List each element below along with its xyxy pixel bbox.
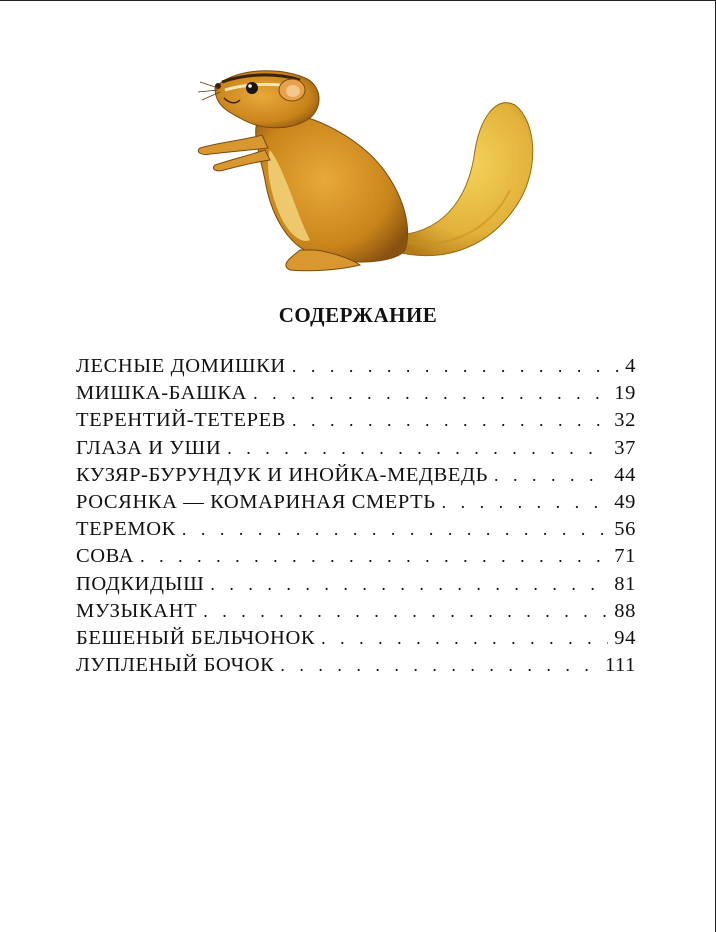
toc-entry[interactable] (76, 464, 636, 491)
toc-entry-title: ЛЕСНЫЕ ДОМИШКИ (76, 355, 286, 377)
toc-entry-page: 44 (614, 463, 636, 486)
toc-entry-page: 71 (614, 545, 636, 568)
toc-entry-title: ПОДКИДЫШ (76, 572, 205, 595)
toc-entry[interactable] (76, 654, 636, 681)
toc-entry[interactable] (76, 627, 636, 654)
toc-dot-leader (140, 546, 608, 567)
toc-dot-leader (292, 356, 619, 377)
toc-dot-leader (203, 601, 608, 622)
toc-entry-page: 111 (604, 654, 636, 677)
toc-dot-leader (253, 383, 608, 404)
toc-entry-page: 19 (614, 382, 636, 405)
toc-entry-title: ГЛАЗА И УШИ (76, 436, 222, 459)
toc-entry-title: МИШКА-БАШКА (76, 382, 248, 405)
toc-entry-title: ЛУПЛЕНЫЙ БОЧОК (76, 654, 275, 677)
toc-entry-page: 32 (614, 409, 636, 432)
toc-entry-title: ТЕРЕНТИЙ-ТЕТЕРЕВ (76, 409, 287, 432)
toc-dot-leader (210, 574, 608, 595)
toc-entry-page: 94 (614, 626, 636, 649)
toc-entry-page: 88 (614, 599, 636, 622)
toc-entry-page: 37 (614, 436, 636, 459)
toc-entry[interactable] (76, 355, 636, 382)
toc-entry[interactable] (76, 491, 636, 518)
toc-entry[interactable] (76, 437, 636, 464)
toc-entry[interactable] (76, 409, 636, 436)
toc-entry[interactable] (76, 573, 636, 600)
toc-entry-page: 4 (625, 355, 636, 377)
toc-entry-title: ТЕРЕМОК (76, 518, 176, 541)
toc-entry-title: БЕШЕНЫЙ БЕЛЬЧОНОК (76, 626, 316, 649)
toc-dot-leader (494, 465, 608, 486)
toc-entry-page: 49 (614, 490, 636, 513)
toc-entry[interactable] (76, 545, 636, 572)
toc-dot-leader (280, 655, 599, 676)
toc-entry-title: МУЗЫКАНТ (76, 599, 198, 622)
chipmunk-icon (190, 60, 540, 275)
toc-entry-page: 81 (614, 572, 636, 595)
toc-entry-page: 56 (614, 518, 636, 541)
toc-entry-title: СОВА (76, 545, 135, 568)
page-top-border (0, 0, 716, 1)
toc-dot-leader (227, 438, 608, 459)
toc-dot-leader (292, 410, 608, 431)
toc-entry-title: КУЗЯР-БУРУНДУК И ИНОЙКА-МЕДВЕДЬ (76, 463, 488, 486)
toc-dot-leader (442, 492, 609, 513)
toc-entry[interactable] (76, 518, 636, 545)
toc-entry[interactable] (76, 600, 636, 627)
toc-entry-title: РОСЯНКА — КОМАРИНАЯ СМЕРТЬ (76, 490, 436, 513)
toc-dot-leader (182, 519, 608, 540)
page-title: СОДЕРЖАНИЕ (278, 303, 438, 327)
toc-dot-leader (321, 628, 608, 649)
table-of-contents (76, 355, 636, 681)
toc-entry[interactable] (76, 382, 636, 409)
